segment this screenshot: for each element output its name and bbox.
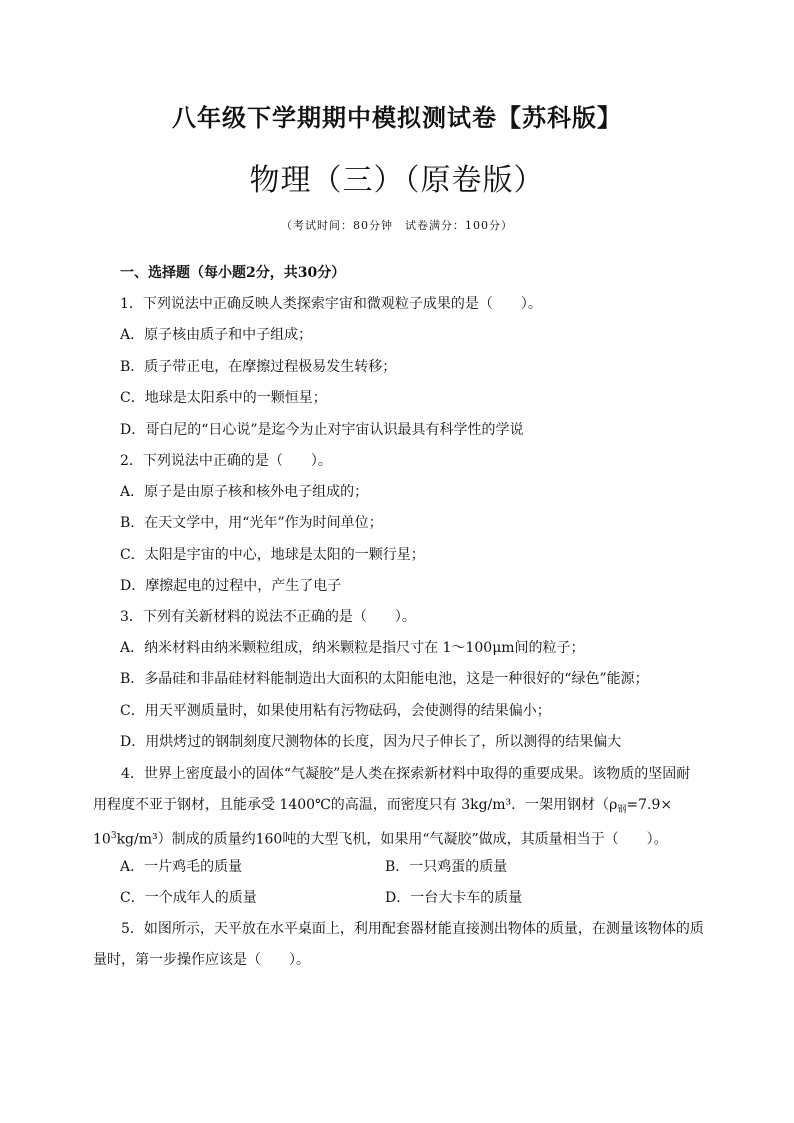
question-4-line-3-text: kg/m³）制成的质量约160吨的大型飞机，如果用“气凝胶”做成，其质量相当于（ ）。 (116, 831, 668, 848)
exponent: 3 (110, 831, 117, 841)
section-heading: 一、选择题（每小题2分，共30分） (120, 265, 346, 281)
question-3-option-a: A．纳米材料由纳米颗粒组成，纳米颗粒是指尺寸在 1～100μm间的粒子； (120, 640, 585, 656)
question-5-line-1: 5．如图所示，天平放在水平桌面上，利用配套器材能直接测出物体的质量，在测量该物体的质 (93, 921, 704, 937)
question-4-line-2-text: 用程度不亚于钢材，且能承受 1400℃的高温，而密度只有 3kg/m³．一架用钢材（ρ (93, 797, 618, 813)
question-2-option-c: C．太阳是宇宙的中心，地球是太阳的一颗行星； (120, 547, 425, 563)
exam-info: （考试时间：80分钟 试卷满分：100分） (281, 219, 513, 232)
question-2-option-b: B．在天文学中，用“光年”作为时间单位； (120, 515, 383, 531)
question-4-line-3 (93, 826, 668, 850)
question-4-line-2 (93, 795, 672, 820)
question-1-option-d: D．哥白尼的“日心说”是迄今为止对宇宙认识最具有科学性的学说 (120, 422, 524, 438)
question-3-option-b: B．多晶硅和非晶硅材料能制造出大面积的太阳能电池，这是一种很好的“绿色”能源； (120, 671, 649, 687)
question-1-option-a: A．原子核由质子和中子组成； (120, 327, 313, 343)
document-subtitle: 物理（三）（原卷版） (249, 163, 545, 198)
document-title: 八年级下学期期中模拟测试卷【苏科版】 (172, 103, 622, 132)
question-3-stem: 3．下列有关新材料的说法不正确的是（ ）。 (120, 609, 416, 625)
question-4-line-2-end: =7.9× (626, 797, 673, 813)
question-1-option-c: C．地球是太阳系中的一颗恒星； (120, 390, 327, 406)
question-4-line-1: 4．世界上密度最小的固体“气凝胶”是人类在探索新材料中取得的重要成果。该物质的坚固耐 (93, 766, 691, 782)
question-3-option-c: C．用天平测质量时，如果使用粘有污物砝码，会使测得的结果偏小； (120, 703, 551, 719)
question-2-option-a: A．原子是由原子核和核外电子组成的； (120, 484, 369, 500)
question-4-option-c: C．一个成年人的质量 (120, 890, 257, 906)
question-4-line-3-pre: 10 (93, 831, 111, 848)
question-1-stem: 1．下列说法中正确反映人类探索宇宙和微观粒子成果的是（ ）。 (120, 296, 542, 312)
question-4-option-b: B．一只鸡蛋的质量 (385, 859, 508, 875)
question-3-option-d: D．用烘烤过的钢制刻度尺测物体的长度，因为尺子伸长了，所以测得的结果偏大 (120, 734, 622, 750)
question-5-line-2: 量时，第一步操作应该是（ ）。 (93, 952, 310, 968)
question-4-option-a: A．一片鸡毛的质量 (120, 859, 243, 875)
question-1-option-b: B．质子带正电，在摩擦过程极易发生转移； (120, 359, 397, 375)
question-2-stem: 2．下列说法中正确的是（ ）。 (120, 453, 332, 469)
question-2-option-d: D．摩擦起电的过程中，产生了电子 (120, 578, 342, 594)
rho-subscript: 钢 (617, 805, 627, 815)
question-4-option-d: D．一台大卡车的质量 (385, 890, 523, 906)
